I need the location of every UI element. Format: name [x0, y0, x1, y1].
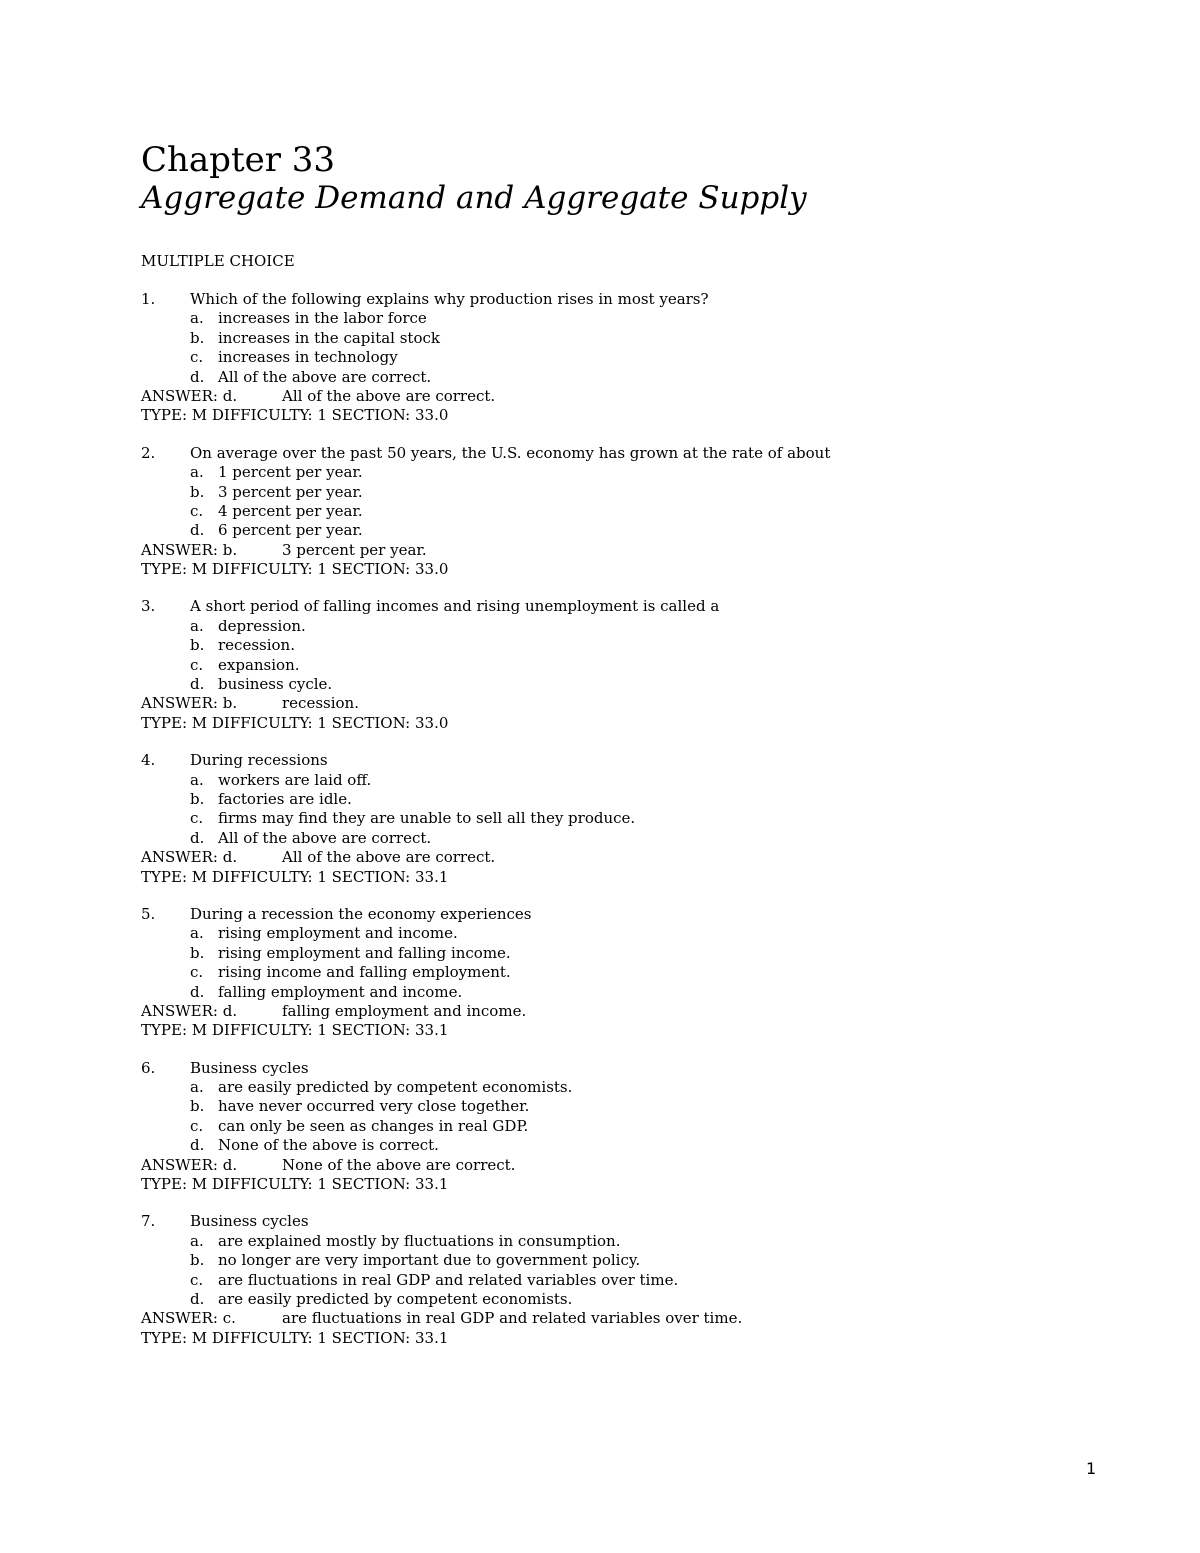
answer-line	[141, 1002, 1141, 1021]
option-letter: a.	[190, 924, 204, 943]
answer-label: ANSWER: d.	[141, 848, 238, 867]
question-number: 5.	[141, 904, 156, 923]
answer-label: ANSWER: d.	[141, 386, 238, 405]
option-letter: a.	[190, 309, 204, 328]
option-letter: b.	[190, 482, 205, 501]
option-text: rising income and falling employment.	[218, 963, 511, 982]
option-text: All of the above are correct.	[218, 367, 432, 386]
option-letter: c.	[190, 348, 204, 367]
question-stem	[141, 905, 1141, 924]
option-letter: c.	[190, 1270, 204, 1289]
question-item	[141, 290, 1141, 426]
answer-option	[141, 656, 1141, 675]
answer-option	[141, 617, 1141, 636]
question-number: 3.	[141, 597, 156, 616]
question-stem	[141, 597, 1141, 616]
option-text: 4 percent per year.	[218, 501, 363, 520]
answer-option	[141, 675, 1141, 694]
metadata-line: TYPE: M DIFFICULTY: 1 SECTION: 33.0	[141, 406, 449, 425]
option-text: can only be seen as changes in real GDP.	[218, 1116, 529, 1135]
option-letter: b.	[190, 1251, 205, 1270]
answer-option	[141, 983, 1141, 1002]
answer-line	[141, 694, 1141, 713]
option-text: workers are laid off.	[218, 770, 372, 789]
option-letter: c.	[190, 501, 204, 520]
option-text: are easily predicted by competent economists.	[218, 1078, 573, 1097]
option-text: increases in the capital stock	[218, 328, 440, 347]
metadata-line: TYPE: M DIFFICULTY: 1 SECTION: 33.1	[141, 867, 449, 886]
metadata-line: TYPE: M DIFFICULTY: 1 SECTION: 33.1	[141, 1021, 449, 1040]
option-letter: b.	[190, 636, 205, 655]
option-text: are explained mostly by fluctuations in consumption.	[218, 1231, 621, 1250]
option-letter: b.	[190, 789, 205, 808]
chapter-subtitle: Aggregate Demand and Aggregate Supply	[141, 180, 807, 216]
question-number: 7.	[141, 1212, 156, 1231]
answer-text: are fluctuations in real GDP and related variables over time.	[282, 1309, 743, 1328]
option-text: business cycle.	[218, 675, 333, 694]
answer-label: ANSWER: c.	[141, 1309, 236, 1328]
option-text: expansion.	[218, 655, 300, 674]
option-letter: b.	[190, 328, 205, 347]
question-item	[141, 1212, 1141, 1348]
answer-option	[141, 1290, 1141, 1309]
question-stem	[141, 1059, 1141, 1078]
answer-line	[141, 541, 1141, 560]
option-letter: d.	[190, 367, 205, 386]
question-number: 1.	[141, 290, 156, 308]
option-text: 6 percent per year.	[218, 521, 363, 540]
question-text: During a recession the economy experiences	[190, 904, 532, 923]
question-number: 2.	[141, 443, 156, 462]
option-letter: a.	[190, 463, 204, 482]
chapter-title: Chapter 33	[141, 140, 336, 180]
answer-option	[141, 502, 1141, 521]
answer-label: ANSWER: b.	[141, 694, 238, 713]
option-text: 3 percent per year.	[218, 482, 363, 501]
option-letter: d.	[190, 675, 205, 694]
question-text: Which of the following explains why production rises in most years?	[190, 290, 709, 308]
option-text: are easily predicted by competent economists.	[218, 1289, 573, 1308]
option-letter: d.	[190, 521, 205, 540]
answer-option	[141, 636, 1141, 655]
option-letter: b.	[190, 943, 205, 962]
answer-option	[141, 368, 1141, 387]
option-letter: c.	[190, 963, 204, 982]
question-text: Business cycles	[190, 1058, 309, 1077]
question-stem	[141, 1212, 1141, 1231]
answer-option	[141, 809, 1141, 828]
option-text: falling employment and income.	[218, 982, 463, 1001]
answer-line	[141, 848, 1141, 867]
answer-option	[141, 1136, 1141, 1155]
option-text: recession.	[218, 636, 295, 655]
question-stem	[141, 444, 1141, 463]
question-text: During recessions	[190, 751, 328, 770]
option-letter: a.	[190, 616, 204, 635]
question-stem	[141, 290, 1141, 309]
option-text: factories are idle.	[218, 789, 352, 808]
question-item	[141, 1059, 1141, 1195]
answer-label: ANSWER: d.	[141, 1155, 238, 1174]
answer-option	[141, 329, 1141, 348]
option-text: firms may find they are unable to sell all they produce.	[218, 809, 636, 828]
answer-option	[141, 771, 1141, 790]
option-text: increases in technology	[218, 348, 398, 367]
answer-text: falling employment and income.	[282, 1001, 527, 1020]
answer-option	[141, 483, 1141, 502]
answer-line	[141, 1156, 1141, 1175]
option-letter: a.	[190, 1078, 204, 1097]
answer-text: All of the above are correct.	[282, 848, 496, 867]
answer-option	[141, 1097, 1141, 1116]
option-text: None of the above is correct.	[218, 1136, 439, 1155]
answer-text: All of the above are correct.	[282, 386, 496, 405]
option-text: depression.	[218, 616, 306, 635]
option-letter: d.	[190, 1136, 205, 1155]
option-letter: b.	[190, 1097, 205, 1116]
option-text: no longer are very important due to government policy.	[218, 1251, 641, 1270]
answer-option	[141, 924, 1141, 943]
option-letter: c.	[190, 655, 204, 674]
metadata-line: TYPE: M DIFFICULTY: 1 SECTION: 33.0	[141, 713, 449, 732]
answer-option	[141, 790, 1141, 809]
question-text: Business cycles	[190, 1212, 309, 1231]
option-text: 1 percent per year.	[218, 463, 363, 482]
page-number: 1	[1086, 1459, 1097, 1478]
answer-line	[141, 387, 1141, 406]
question-item	[141, 905, 1141, 1041]
question-item	[141, 597, 1141, 733]
option-letter: d.	[190, 1289, 205, 1308]
section-heading: MULTIPLE CHOICE	[141, 252, 295, 270]
answer-text: 3 percent per year.	[282, 540, 427, 559]
option-text: rising employment and falling income.	[218, 943, 511, 962]
option-letter: a.	[190, 770, 204, 789]
question-number: 6.	[141, 1058, 156, 1077]
answer-option	[141, 463, 1141, 482]
answer-option	[141, 521, 1141, 540]
option-text: rising employment and income.	[218, 924, 458, 943]
option-letter: c.	[190, 809, 204, 828]
answer-option	[141, 348, 1141, 367]
answer-text: recession.	[282, 694, 359, 713]
answer-option	[141, 944, 1141, 963]
question-stem	[141, 751, 1141, 770]
question-list	[141, 290, 1141, 1366]
answer-option	[141, 1117, 1141, 1136]
option-text: All of the above are correct.	[218, 828, 432, 847]
option-text: have never occurred very close together.	[218, 1097, 530, 1116]
question-text: On average over the past 50 years, the U.S. economy has grown at the rate of about	[190, 443, 831, 462]
answer-option	[141, 1251, 1141, 1270]
question-item	[141, 751, 1141, 887]
answer-option	[141, 829, 1141, 848]
question-number: 4.	[141, 751, 156, 770]
answer-option	[141, 1232, 1141, 1251]
answer-label: ANSWER: b.	[141, 540, 238, 559]
metadata-line: TYPE: M DIFFICULTY: 1 SECTION: 33.1	[141, 1328, 449, 1347]
answer-text: None of the above are correct.	[282, 1155, 516, 1174]
option-letter: d.	[190, 982, 205, 1001]
option-text: are fluctuations in real GDP and related variables over time.	[218, 1270, 679, 1289]
metadata-line: TYPE: M DIFFICULTY: 1 SECTION: 33.1	[141, 1175, 449, 1194]
option-text: increases in the labor force	[218, 309, 427, 328]
option-letter: c.	[190, 1116, 204, 1135]
answer-label: ANSWER: d.	[141, 1001, 238, 1020]
answer-line	[141, 1309, 1141, 1328]
option-letter: a.	[190, 1231, 204, 1250]
answer-option	[141, 309, 1141, 328]
question-item	[141, 444, 1141, 580]
metadata-line: TYPE: M DIFFICULTY: 1 SECTION: 33.0	[141, 560, 449, 579]
answer-option	[141, 1078, 1141, 1097]
answer-option	[141, 1271, 1141, 1290]
option-letter: d.	[190, 828, 205, 847]
question-text: A short period of falling incomes and rising unemployment is called a	[190, 597, 720, 616]
answer-option	[141, 963, 1141, 982]
